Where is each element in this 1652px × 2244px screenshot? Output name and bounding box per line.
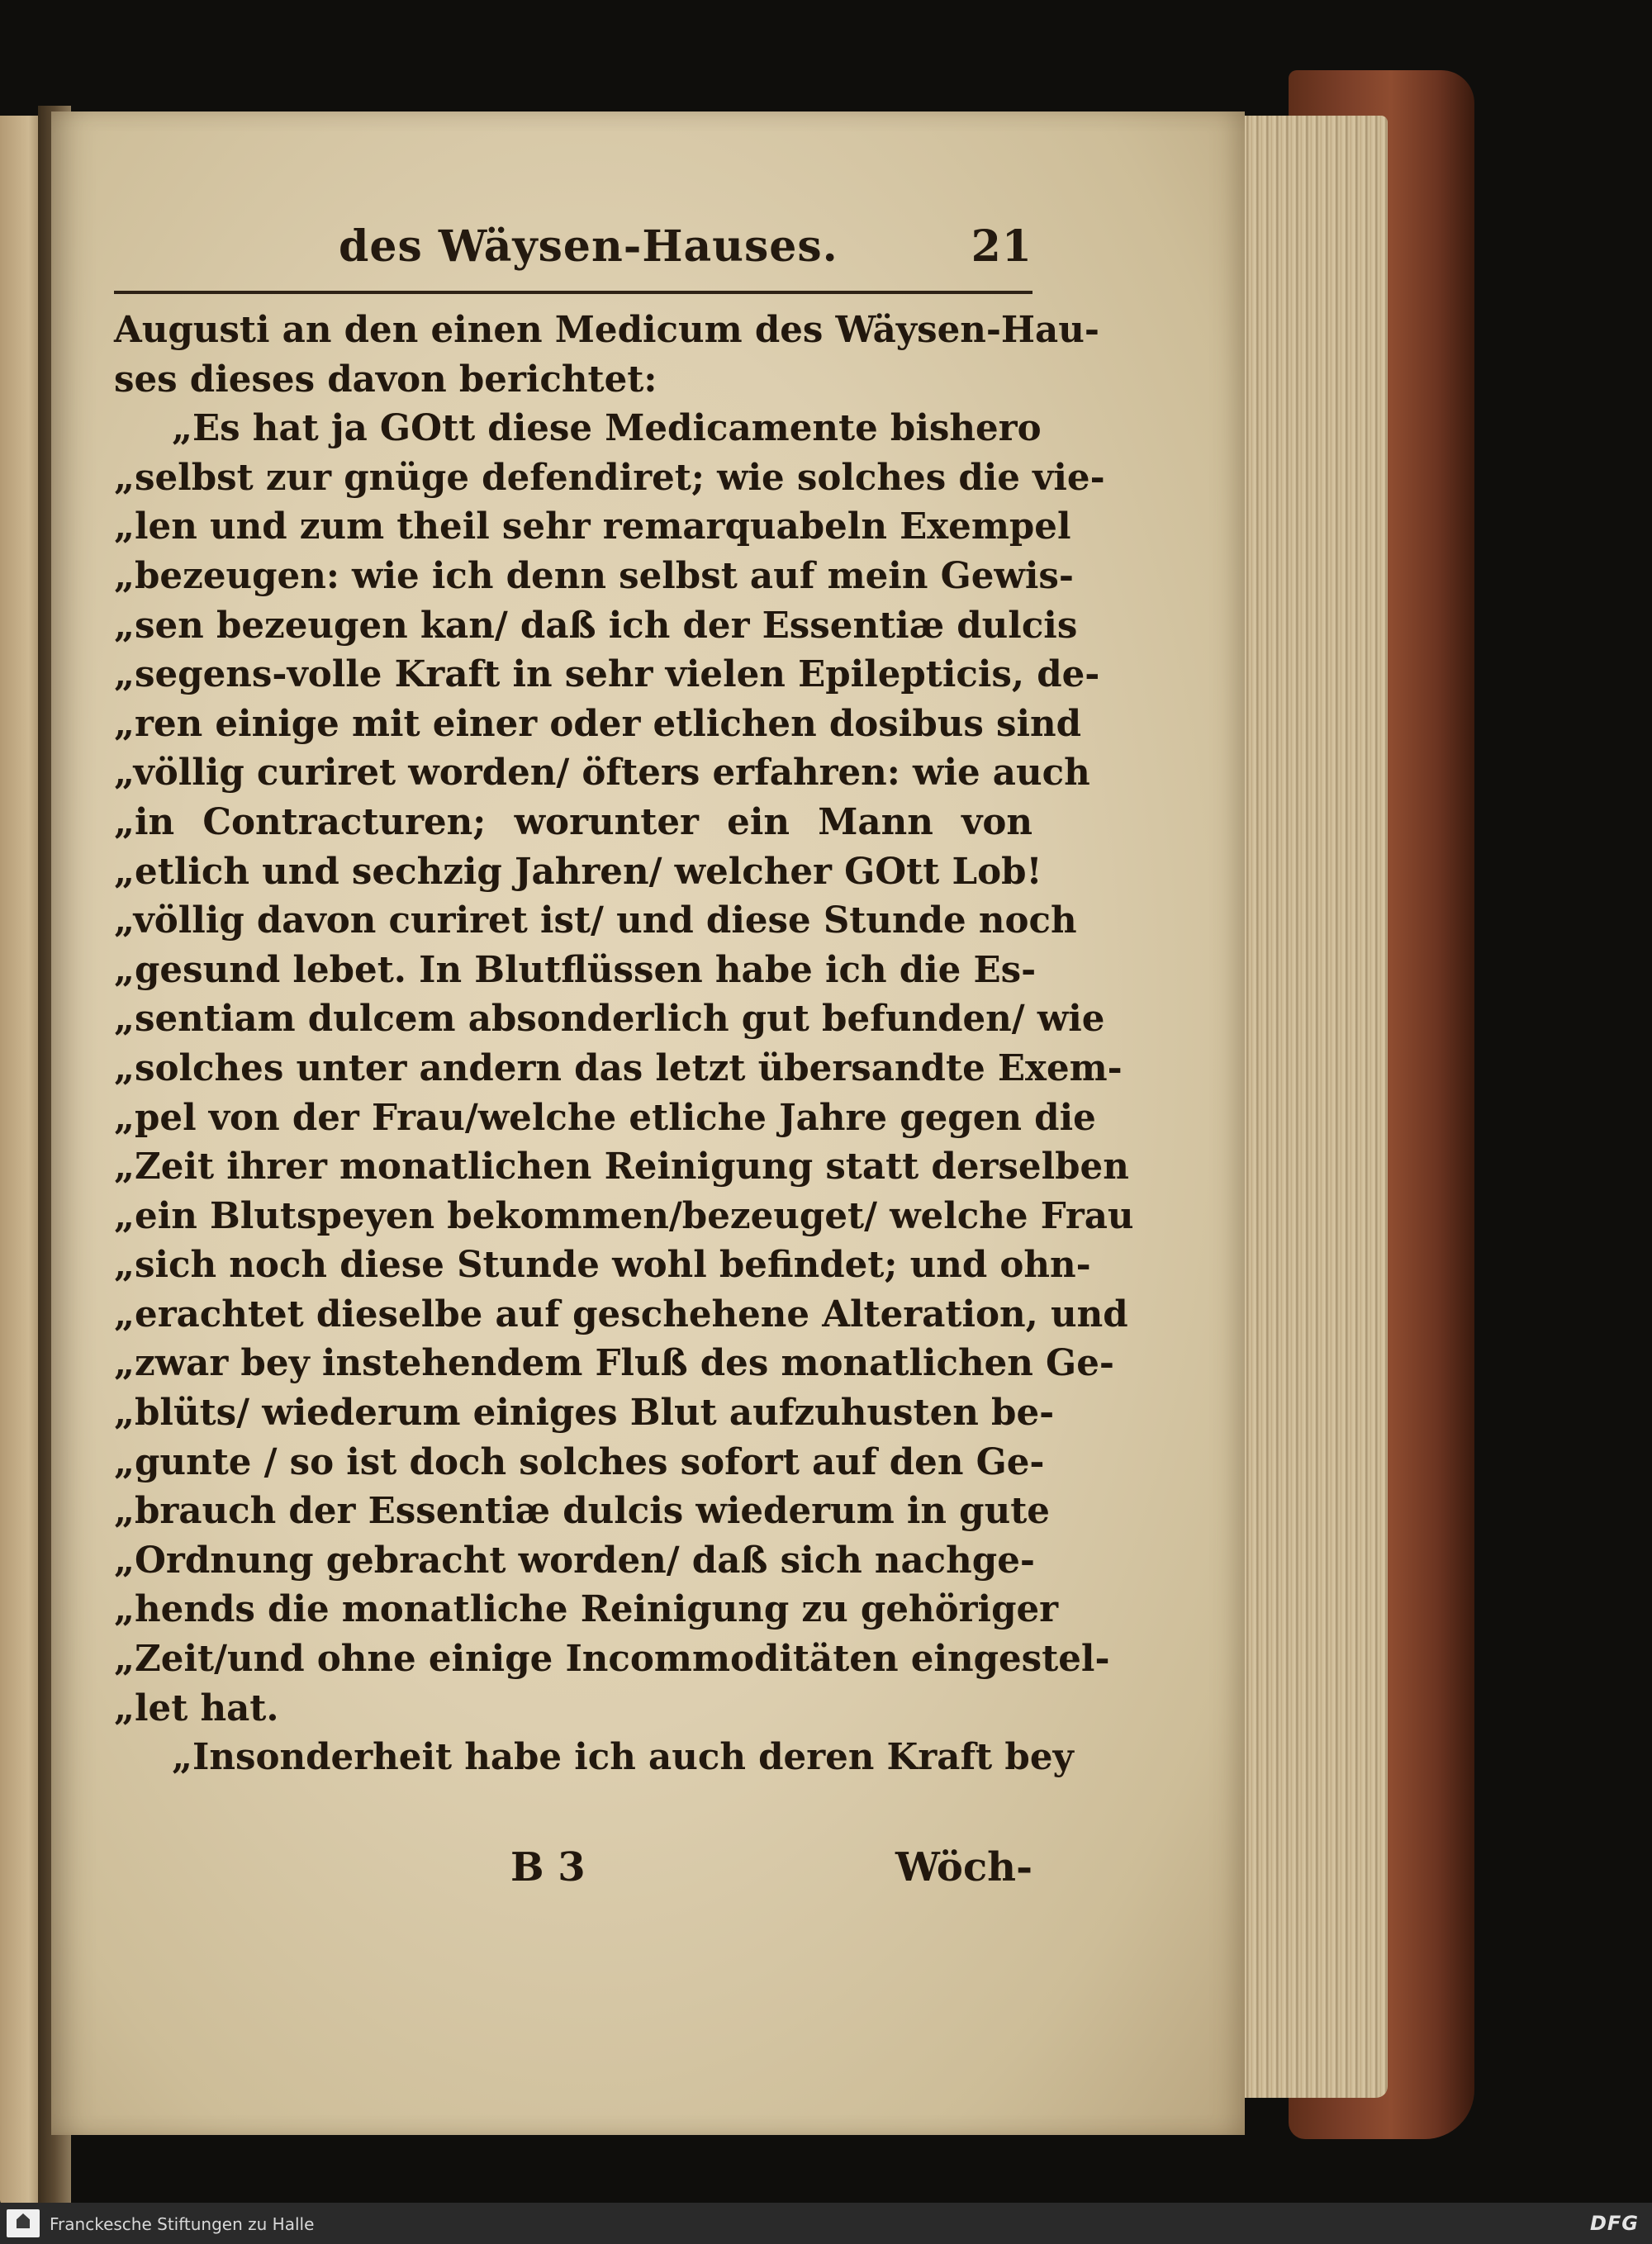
text-line: „sen bezeugen kan/ daß ich der Essentiæ dulcis: [114, 604, 1078, 647]
text-line: „Insonderheit habe ich auch deren Kraft bey: [172, 1736, 1074, 1779]
running-title: des Wäysen-Hauses.: [339, 221, 838, 272]
text-line: „etlich und sechzig Jahren/ welcher GOtt Lob!: [114, 850, 1042, 893]
text-line: „len und zum theil sehr remarquabeln Exempel: [114, 505, 1071, 548]
text-line: „ren einige mit einer oder etlichen dosibus sind: [114, 702, 1082, 745]
text-line: „Zeit/und ohne einige Incommoditäten eingestel-: [114, 1638, 1110, 1681]
page-footer: [114, 1844, 1032, 1902]
text-line: „sentiam dulcem absonderlich gut befunden/ wie: [114, 998, 1105, 1041]
text-line: Augusti an den einen Medicum des Wäysen-Hau-: [114, 309, 1099, 351]
text-line: „blüts/ wiederum einiges Blut aufzuhusten be-: [114, 1392, 1055, 1435]
text-line: „in Contracturen; worunter ein Mann von: [114, 800, 1032, 843]
header-rule: [114, 291, 1032, 294]
text-line: „solches unter andern das letzt übersandte Exem-: [114, 1046, 1123, 1089]
text-line: „sich noch diese Stunde wohl befindet; und ohn-: [114, 1244, 1091, 1287]
text-line: „erachtet dieselbe auf geschehene Alteration, und: [114, 1293, 1128, 1335]
text-line: ses dieses davon berichtet:: [114, 358, 657, 401]
text-line: „segens-volle Kraft in sehr vielen Epilepticis, de-: [114, 653, 1100, 696]
text-line: „ein Blutspeyen bekommen/bezeuget/ welche Frau: [114, 1194, 1134, 1237]
text-line: „Es hat ja GOtt diese Medicamente bishero: [172, 407, 1042, 450]
page-header: [339, 221, 1032, 287]
text-line: „let hat.: [114, 1687, 279, 1729]
viewer-bottom-bar: [0, 2203, 1652, 2244]
page-number: 21: [971, 221, 1032, 272]
institution-logo: [7, 2209, 40, 2237]
institution-name: Franckesche Stiftungen zu Halle: [50, 2214, 315, 2234]
text-line: „völlig curiret worden/ öfters erfahren: wie auch: [114, 752, 1090, 795]
text-line: „pel von der Frau/welche etliche Jahre gegen die: [114, 1096, 1096, 1139]
text-line: „zwar bey instehendem Fluß des monatlichen Ge-: [114, 1342, 1114, 1385]
text-line: „völlig davon curiret ist/ und diese Stunde noch: [114, 899, 1077, 942]
text-line: „Ordnung gebracht worden/ daß sich nachge-: [114, 1539, 1035, 1582]
text-line: „gunte / so ist doch solches sofort auf den Ge-: [114, 1440, 1045, 1483]
text-line: „bezeugen: wie ich denn selbst auf mein Gewis-: [114, 554, 1074, 597]
text-line: „gesund lebet. In Blutflüssen habe ich die Es-: [114, 948, 1037, 991]
signature-mark: B 3: [510, 1844, 586, 1891]
text-line: „brauch der Essentiæ dulcis wiederum in gute: [114, 1490, 1050, 1533]
building-icon: [17, 2213, 30, 2228]
catchword: Wöch-: [895, 1844, 1032, 1891]
body-text: [114, 306, 1134, 1782]
text-line: „selbst zur gnüge defendiret; wie solches die vie-: [114, 456, 1105, 499]
dfg-logo: DFG: [1589, 2212, 1639, 2235]
page-edges: [1222, 116, 1388, 2098]
text-line: „Zeit ihrer monatlichen Reinigung statt derselben: [114, 1146, 1129, 1188]
text-line: „hends die monatliche Reinigung zu gehöriger: [114, 1588, 1059, 1631]
